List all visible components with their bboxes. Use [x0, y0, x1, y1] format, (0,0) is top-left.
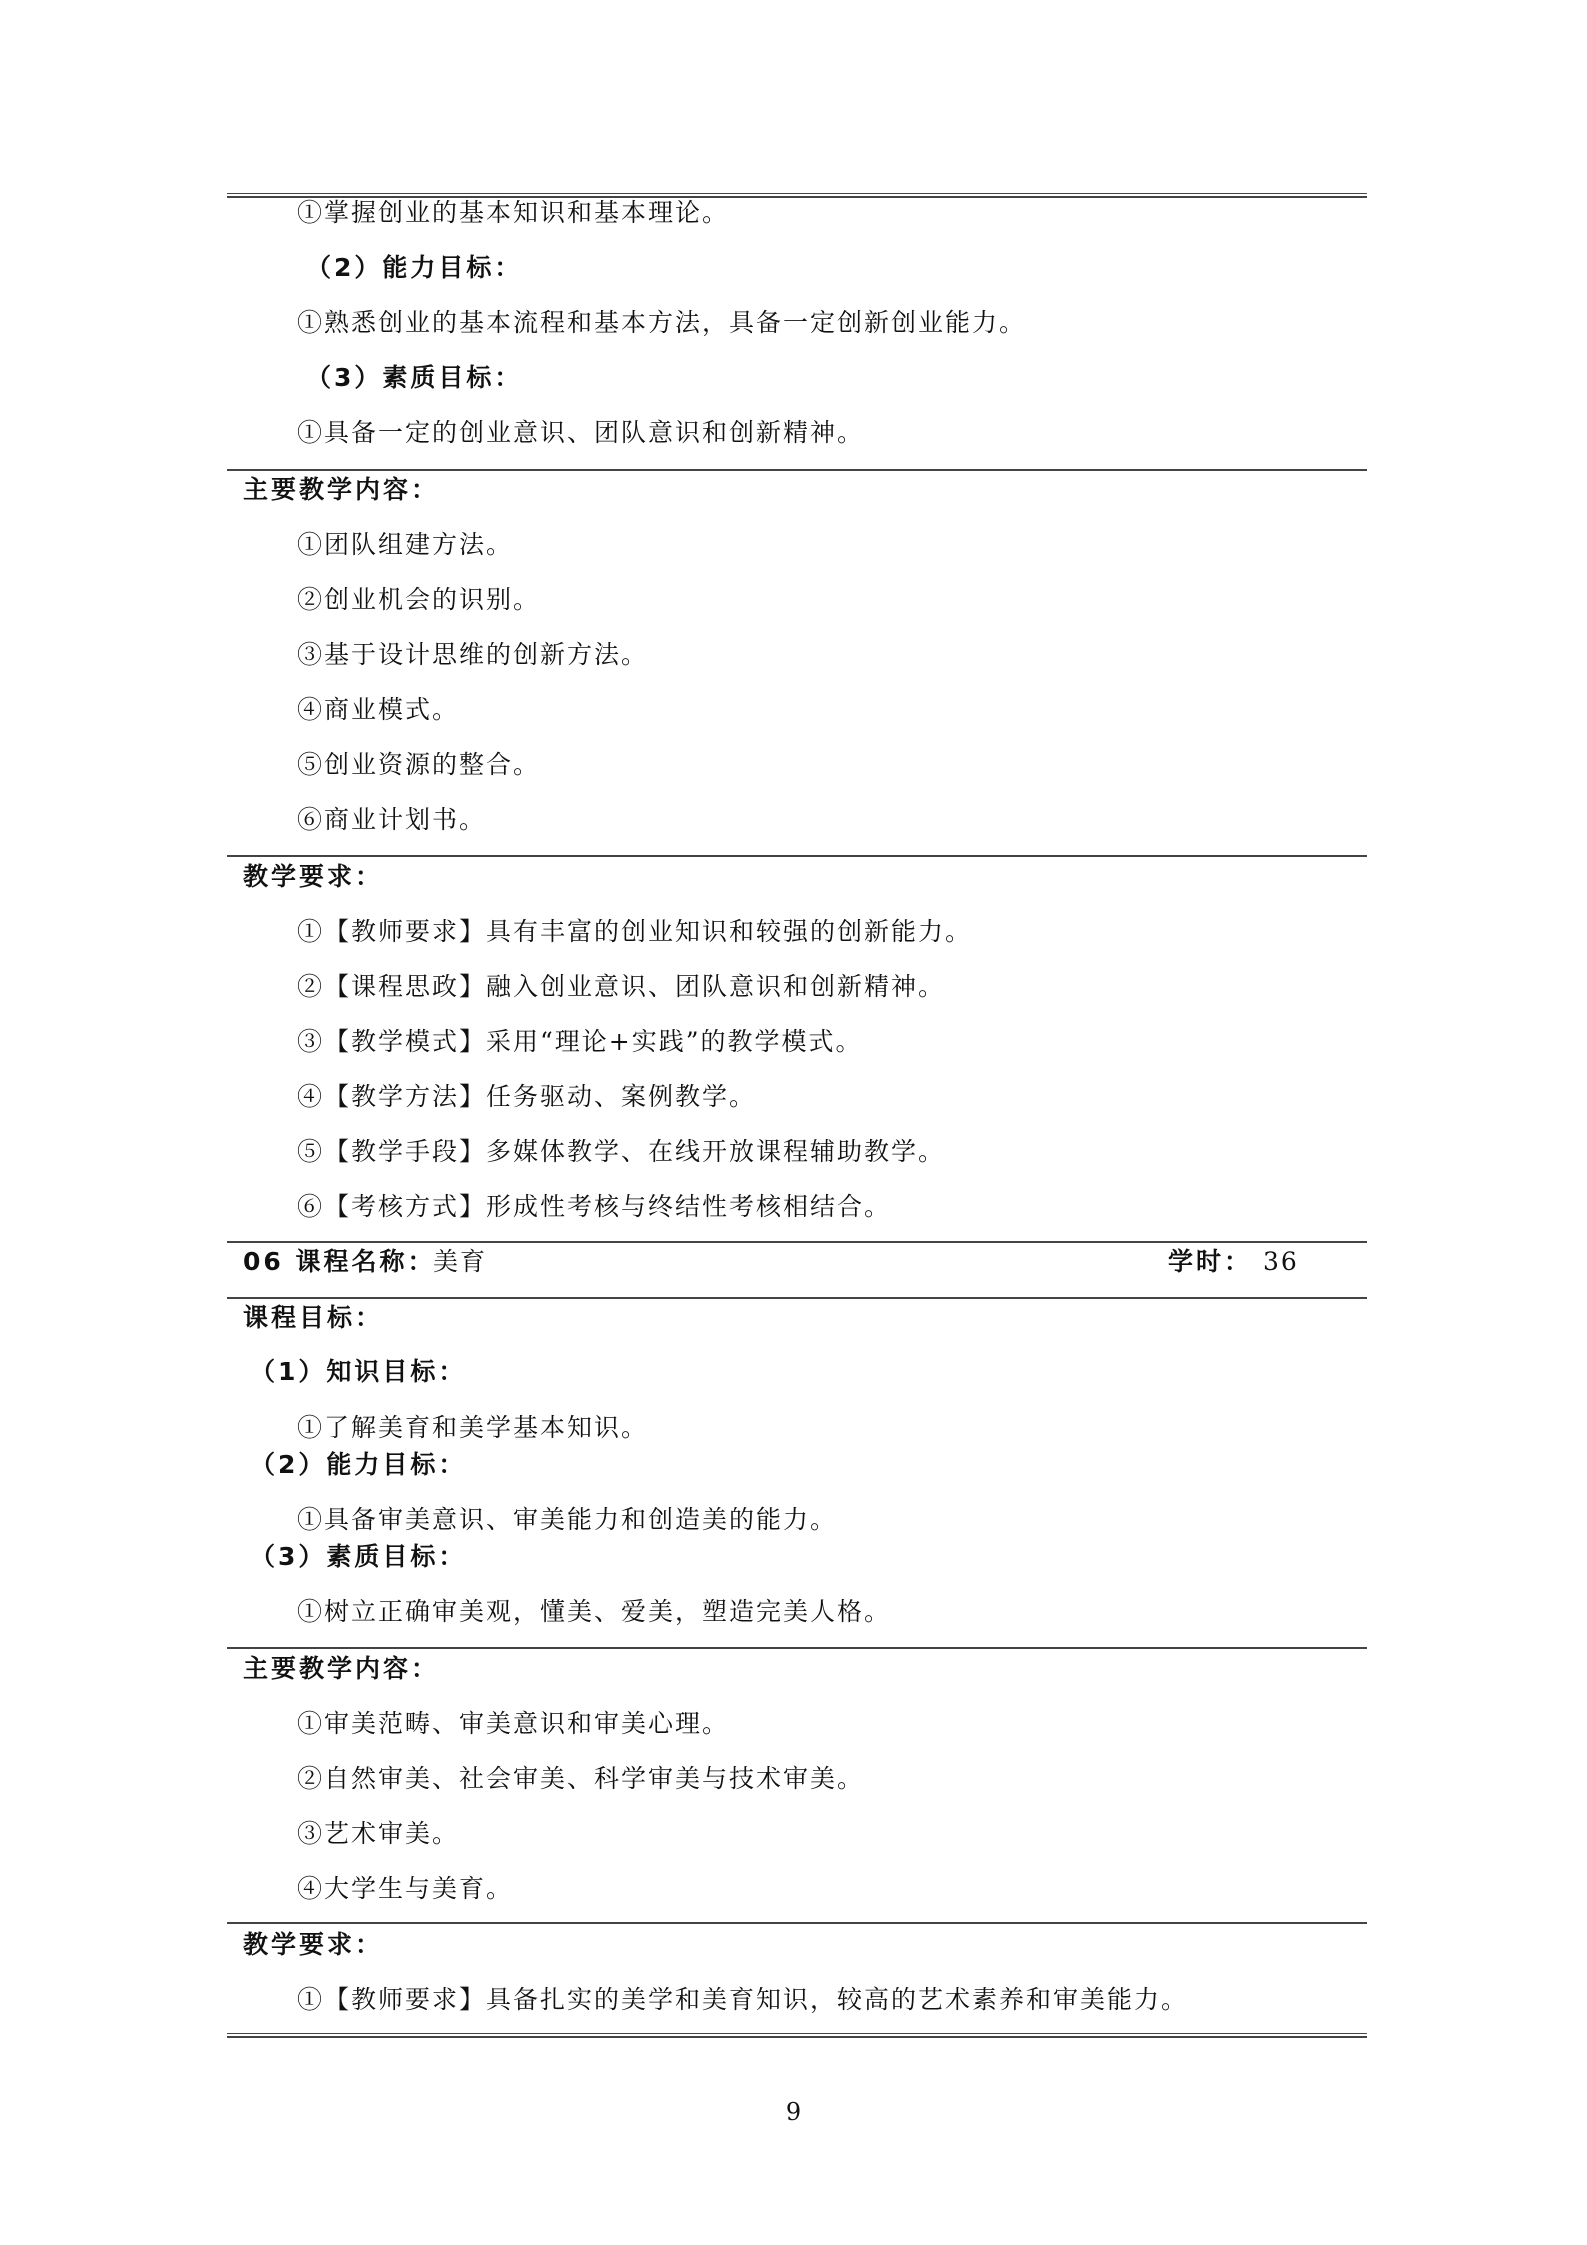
row-divider — [227, 855, 1367, 857]
requirement-item: ①【教师要求】具备扎实的美学和美育知识，较高的艺术素养和审美能力。 — [297, 1985, 1189, 2014]
course-hours-label: 学时： — [1168, 1247, 1253, 1276]
knowledge-item-1: ①掌握创业的基本知识和基本理论。 — [297, 198, 730, 227]
quality-item-1: ①具备一定的创业意识、团队意识和创新精神。 — [297, 418, 865, 447]
content-item: ③基于设计思维的创新方法。 — [297, 640, 649, 669]
teaching-requirements-heading: 教学要求： — [243, 862, 384, 891]
teaching-requirements-heading: 教学要求： — [243, 1930, 384, 1959]
main-content-heading: 主要教学内容： — [243, 475, 440, 504]
content-item: ②自然审美、社会审美、科学审美与技术审美。 — [297, 1764, 865, 1793]
row-divider — [227, 469, 1367, 471]
course-goals-heading: 课程目标： — [243, 1303, 384, 1332]
row-divider — [227, 1922, 1367, 1924]
requirement-item: ①【教师要求】具有丰富的创业知识和较强的创新能力。 — [297, 917, 973, 946]
row-divider — [227, 1297, 1367, 1299]
page-number: 9 — [785, 2098, 802, 2126]
content-item: ⑤创业资源的整合。 — [297, 750, 541, 779]
knowledge-goal-heading: （1）知识目标： — [250, 1357, 467, 1386]
row-divider — [227, 1241, 1367, 1243]
content-item: ②创业机会的识别。 — [297, 585, 541, 614]
content-item: ④商业模式。 — [297, 695, 460, 724]
requirement-item: ②【课程思政】融入创业意识、团队意识和创新精神。 — [297, 972, 946, 1001]
ability-goal-heading: （2）能力目标： — [250, 1450, 467, 1479]
content-item: ③艺术审美。 — [297, 1819, 460, 1848]
quality-item-1: ①树立正确审美观，懂美、爱美，塑造完美人格。 — [297, 1597, 892, 1626]
requirement-item: ⑥【考核方式】形成性考核与终结性考核相结合。 — [297, 1192, 892, 1221]
quality-goal-heading: （3）素质目标： — [250, 1542, 467, 1571]
requirement-item: ④【教学方法】任务驱动、案例教学。 — [297, 1082, 757, 1111]
course-name-label: 06 课程名称： — [243, 1247, 436, 1276]
content-item: ⑥商业计划书。 — [297, 805, 487, 834]
content-item: ①审美范畴、审美意识和审美心理。 — [297, 1709, 730, 1738]
course-name-value: 美育 — [433, 1247, 488, 1276]
content-item: ①团队组建方法。 — [297, 530, 514, 559]
row-divider — [227, 1647, 1367, 1649]
knowledge-item-1: ①了解美育和美学基本知识。 — [297, 1413, 649, 1442]
ability-item-1: ①具备审美意识、审美能力和创造美的能力。 — [297, 1505, 838, 1534]
ability-goal-heading: （2）能力目标： — [306, 253, 523, 282]
course-hours-value: 36 — [1263, 1247, 1299, 1276]
main-content-heading: 主要教学内容： — [243, 1654, 440, 1683]
table-bottom-border — [227, 2033, 1367, 2038]
content-item: ④大学生与美育。 — [297, 1874, 514, 1903]
requirement-item: ③【教学模式】采用“理论+实践”的教学模式。 — [297, 1027, 863, 1056]
quality-goal-heading: （3）素质目标： — [306, 363, 523, 392]
ability-item-1: ①熟悉创业的基本流程和基本方法，具备一定创新创业能力。 — [297, 308, 1027, 337]
requirement-item: ⑤【教学手段】多媒体教学、在线开放课程辅助教学。 — [297, 1137, 946, 1166]
